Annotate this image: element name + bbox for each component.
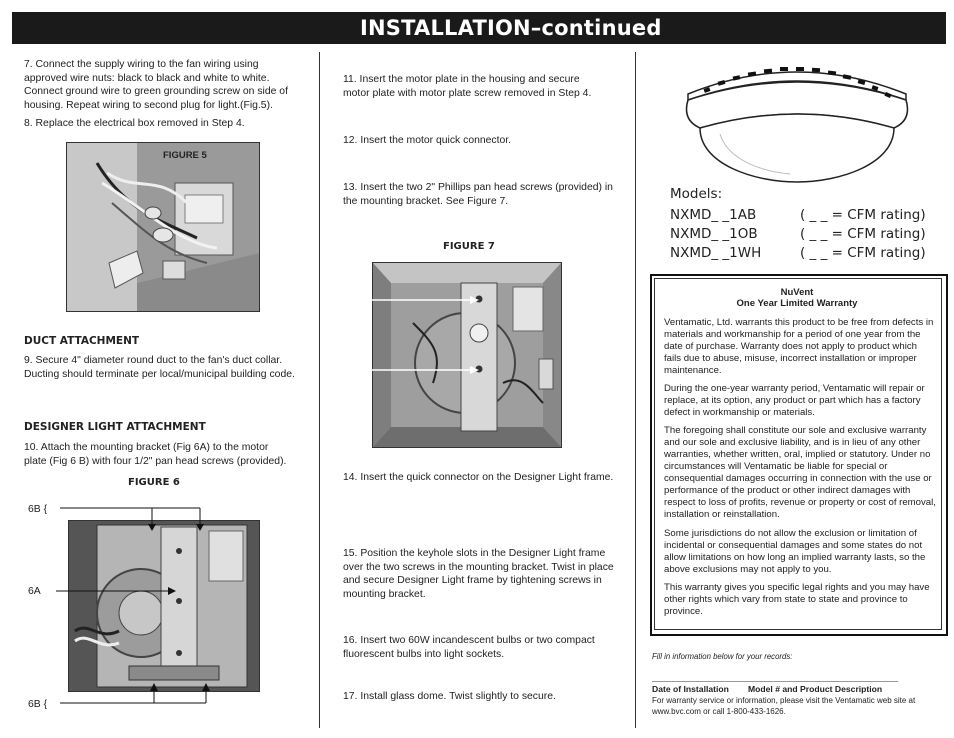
model-number: NXMD_ _1OB <box>670 226 758 242</box>
model-number: NXMD_ _1AB <box>670 207 757 223</box>
warranty-paragraph-2: During the one-year warranty period, Ventamatic will repair or replace, at its option, any product or part which has a factory defect in workmanship or materials. <box>664 383 925 418</box>
dome-light-illustration <box>680 54 914 186</box>
model-row-2 <box>670 226 758 242</box>
model-description-label: Model # and Product Description <box>748 684 883 694</box>
step-12-text: 12. Insert the motor quick connector. <box>343 135 512 146</box>
step-13-text: 13. Insert the two 2" Phillips pan head screws (provided) in the mounting bracket. See Figure 7. <box>343 182 613 207</box>
model-row-3 <box>670 245 761 261</box>
callout-6b-bottom: 6B { <box>28 699 48 710</box>
date-of-installation-label: Date of Installation <box>652 684 729 694</box>
figure-6-label: FIGURE 6 <box>128 477 180 488</box>
designer-light-attachment-heading: DESIGNER LIGHT ATTACHMENT <box>24 421 206 433</box>
warranty-paragraph-1: Ventamatic, Ltd. warrants this product to be free from defects in materials and workmanship for a period of one year from the date of purchase. Warranty does not apply to product which fails due to abuse, misuse, incorrect installation or improper maintenance. <box>664 317 934 376</box>
warranty-paragraph-5: This warranty gives you specific legal rights and you may have other rights which vary from state to state and province to province. <box>664 582 930 617</box>
model-rating-3: ( _ _ = CFM rating) <box>800 245 926 261</box>
model-number: NXMD_ _1WH <box>670 245 762 261</box>
record-rule <box>652 681 898 682</box>
model-row-1 <box>670 207 756 223</box>
figure-7-callout-arrows <box>370 290 490 390</box>
step-8-text: 8. Replace the electrical box removed in Step 4. <box>24 118 245 129</box>
column-divider-right <box>635 52 636 728</box>
step-14-text: 14. Insert the quick connector on the Designer Light frame. <box>343 472 614 483</box>
warranty-title: One Year Limited Warranty <box>736 298 858 309</box>
figure-5-label: FIGURE 5 <box>163 150 207 161</box>
step-16-text: 16. Insert two 60W incandescent bulbs or two compact fluorescent bulbs into light sockets. <box>343 635 595 660</box>
figure-6-callout-lines <box>0 0 320 738</box>
model-rating-2: ( _ _ = CFM rating) <box>800 226 926 242</box>
models-label: Models: <box>670 186 723 202</box>
figure-7-label: FIGURE 7 <box>443 241 495 252</box>
step-10-text: 10. Attach the mounting bracket (Fig 6A) to the motor plate (Fig 6 B) with four 1/2" pan head screws (provided). <box>24 442 287 467</box>
fill-in-note: Fill in information below for your records: <box>652 652 793 661</box>
step-15-text: 15. Position the keyhole slots in the Designer Light frame over the two screws in the mounting bracket. Twist in place and secure Designer Light frame by tightening screws in mounting bracket. <box>343 548 614 600</box>
warranty-brand: NuVent <box>780 287 814 298</box>
step-7-text: 7. Connect the supply wiring to the fan wiring using approved wire nuts: black to black and white to white. Connect ground wire to green grounding screw on side of housing. Repeat wiring to second plug for light.(Fig.5). <box>24 59 288 111</box>
page-title: INSTALLATION–continued <box>360 16 662 40</box>
callout-6a: 6A <box>28 586 41 597</box>
warranty-paragraph-3: The foregoing shall constitute our sole and exclusive warranty and our sole and exclusive liability, and is in lieu of any other warranties, whether written, oral, implied or statutory. Under no circumstances will Ventamatic be liable for special or consequential damages occurring in connection with the use or performance of the product or other indirect damages with respect to loss of profits, revenue or property or cost of removal, installation or reinstallation. <box>664 425 936 520</box>
callout-6b-top: 6B { <box>28 504 48 515</box>
step-17-text: 17. Install glass dome. Twist slightly to secure. <box>343 691 556 702</box>
model-rating-1: ( _ _ = CFM rating) <box>800 207 926 223</box>
service-note: For warranty service or information, please visit the Ventamatic web site at www.bvc.com or call 1-800-433-1626. <box>652 696 916 716</box>
step-11-text: 11. Insert the motor plate in the housing and secure motor plate with motor plate screw removed in Step 4. <box>343 74 592 99</box>
warranty-paragraph-4: Some jurisdictions do not allow the exclusion or limitation of incidental or consequential damages and some states do not allow limitations on how long an implied warranty lasts, so the above exclusions may not apply to you. <box>664 528 926 575</box>
step-9-text: 9. Secure 4" diameter round duct to the fan's duct collar. Ducting should terminate per local/municipal building code. <box>24 355 295 380</box>
duct-attachment-heading: DUCT ATTACHMENT <box>24 335 140 347</box>
